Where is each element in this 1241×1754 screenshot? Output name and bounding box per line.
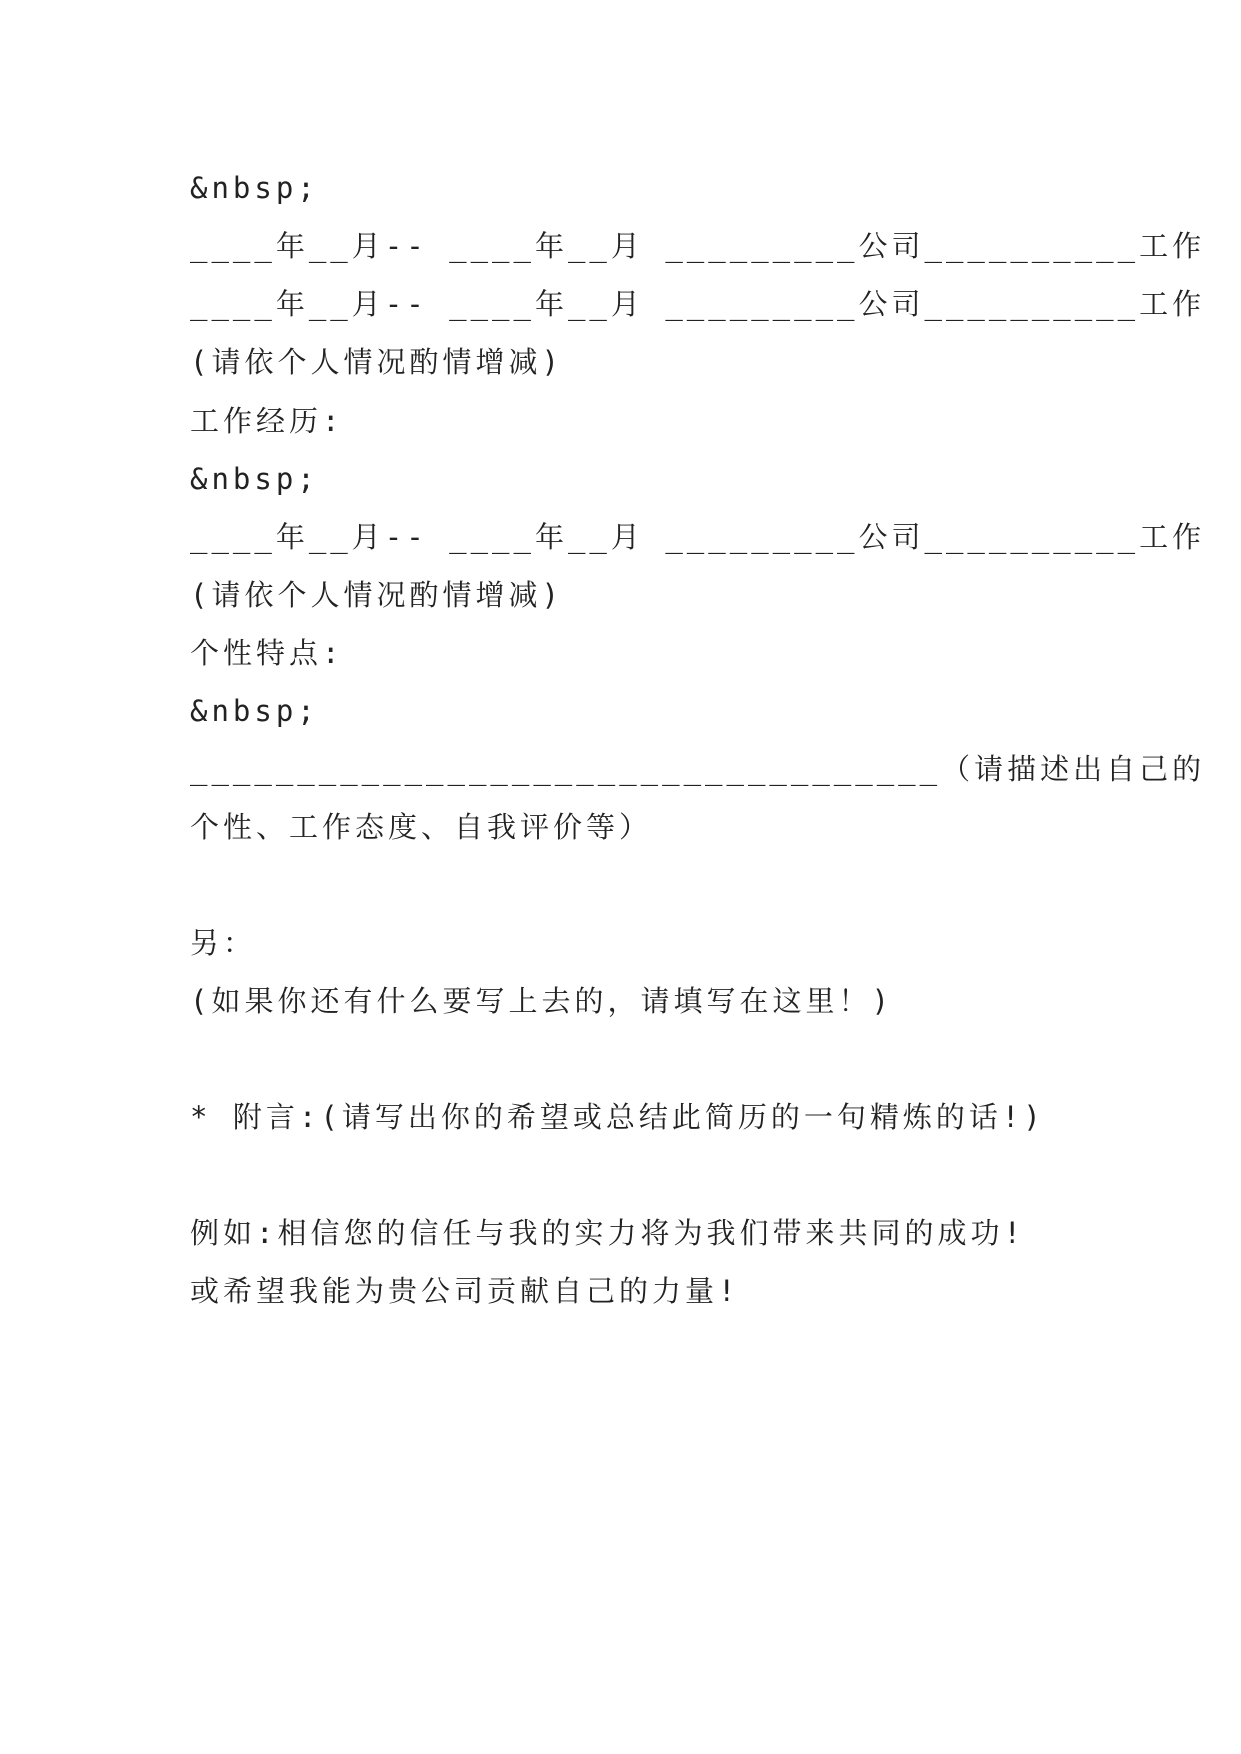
nbsp-line-2: &nbsp;	[190, 462, 319, 496]
postscript-line: * 附言:(请写出你的希望或总结此简历的一句精炼的话!)	[190, 1100, 1045, 1134]
example-line-2: 或希望我能为贵公司贡献自己的力量!	[190, 1274, 740, 1308]
nbsp-line-1: &nbsp;	[190, 171, 319, 205]
work-entry-template-line-2: ____年__月-- ____年__月 _________公司__________工作	[190, 287, 1206, 321]
nbsp-line-3: &nbsp;	[190, 694, 319, 728]
work-entry-template-line-3: ____年__月-- ____年__月 _________公司__________工作	[190, 520, 1206, 554]
adjust-note-2: (请依个人情况酌情增减)	[190, 578, 563, 612]
personality-blank-line: ___________________________________（请描述出自己的	[190, 752, 1206, 786]
other-heading: 另：	[190, 926, 257, 960]
personality-heading: 个性特点:	[190, 636, 344, 670]
work-experience-heading: 工作经历:	[190, 404, 344, 438]
example-line-1: 例如:相信您的信任与我的实力将为我们带来共同的成功!	[190, 1216, 1025, 1250]
other-instruction: (如果你还有什么要写上去的，请填写在这里！)	[190, 984, 893, 1018]
personality-hint-line: 个性、工作态度、自我评价等）	[190, 810, 653, 844]
work-entry-template-line-1: ____年__月-- ____年__月 _________公司__________工作	[190, 229, 1206, 263]
adjust-note-1: (请依个人情况酌情增减)	[190, 345, 563, 379]
